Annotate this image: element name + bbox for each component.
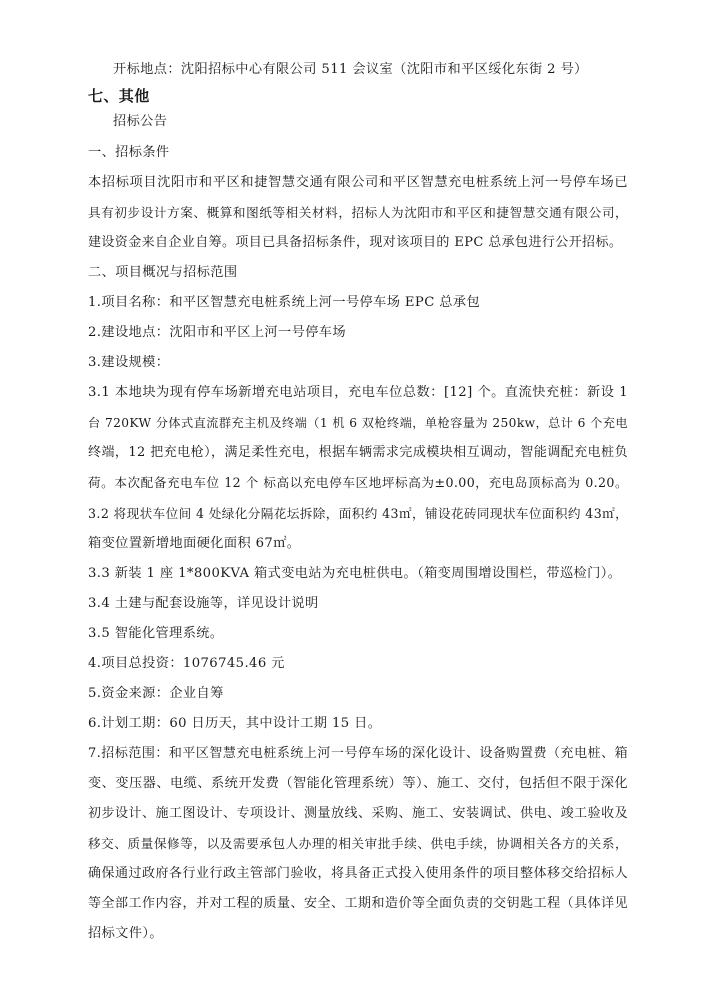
notice-title: 招标公告 (113, 114, 168, 129)
item-schedule: 6.计划工期：60 日历天，其中设计工期 15 日。 (88, 716, 382, 731)
paragraph-line: 3.2 将现状车位间 4 处绿化分隔花坛拆除，面积约 43㎡，铺设花砖同现状车位面积约 43㎡， (88, 506, 629, 521)
paragraph-line: 7.招标范围：和平区智慧充电桩系统上河一号停车场的深化设计、设备购置费（充电桩、箱 (88, 746, 628, 761)
item-project-name: 1.项目名称：和平区智慧充电桩系统上河一号停车场 EPC 总承包 (88, 295, 481, 310)
paragraph-line: 确保通过政府各行业行政主管部门验收，将具备正式投入使用条件的项目整体移交给招标人 (88, 866, 628, 881)
paragraph-line: 3.1 本地块为现有停车场新增充电站项目，充电车位总数：[12] 个。直流快充桩：新设 1 (88, 385, 628, 400)
item-location: 2.建设地点：沈阳市和平区上河一号停车场 (88, 325, 346, 340)
item-funding: 5.资金来源：企业自筹 (88, 686, 224, 701)
paragraph-line: 荷。本次配备充电车位 12 个 标高以充电停车区地坪标高为±0.00，充电岛顶标高为 0.20。 (88, 475, 628, 490)
item-civil: 3.4 土建与配套设施等，详见设计说明 (88, 596, 319, 611)
subheading-conditions: 一、招标条件 (88, 145, 170, 160)
paragraph-line: 移交、质量保修等，以及需要承包人办理的相关审批手续、供电手续，协调相关各方的关系， (88, 836, 628, 851)
paragraph-line: 台 720KW 分体式直流群充主机及终端（1 机 6 双枪终端，单枪容量为 250kw，总计 6 个充电 (88, 416, 628, 430)
item-investment: 4.项目总投资：1076745.46 元 (88, 656, 285, 671)
paragraph-line: 等全部工作内容，并对工程的质量、安全、工期和造价等全面负责的交钥匙工程（具体详见 (88, 896, 628, 911)
paragraph-line: 终端，12 把充电枪），满足柔性充电，根据车辆需求完成模块相互调动，智能调配充电桩负 (88, 445, 628, 460)
paragraph-line: 初步设计、施工图设计、专项设计、测量放线、采购、施工、安装调试、供电、竣工验收及 (88, 806, 628, 821)
paragraph-line: 箱变位置新增地面硬化面积 67㎡。 (88, 536, 301, 551)
item-substation: 3.3 新装 1 座 1*800KVA 箱式变电站为充电桩供电。（箱变周围增设围栏，带巡检门）。 (88, 566, 622, 581)
subheading-overview: 二、项目概况与招标范围 (88, 265, 238, 280)
paragraph-line: 招标文件）。 (88, 926, 163, 941)
paragraph-line: 建设资金来自企业自筹。项目已具备招标条件，现对该项目的 EPC 总承包进行公开招标。 (88, 235, 623, 250)
paragraph-line: 本招标项目沈阳市和平区和捷智慧交通有限公司和平区智慧充电桩系统上河一号停车场已 (88, 175, 628, 190)
item-scale: 3.建设规模： (88, 355, 170, 370)
item-smart-system: 3.5 智能化管理系统。 (88, 626, 224, 641)
bid-opening-location: 开标地点：沈阳招标中心有限公司 511 会议室（沈阳市和平区绥化东街 2 号） (113, 62, 588, 77)
paragraph-line: 具有初步设计方案、概算和图纸等相关材料，招标人为沈阳市和平区和捷智慧交通有限公司， (88, 205, 628, 220)
section-heading-other: 七、其他 (88, 87, 150, 105)
paragraph-line: 变、变压器、电缆、系统开发费（智能化管理系统）等）、施工、交付，包括但不限于深化 (88, 776, 628, 791)
